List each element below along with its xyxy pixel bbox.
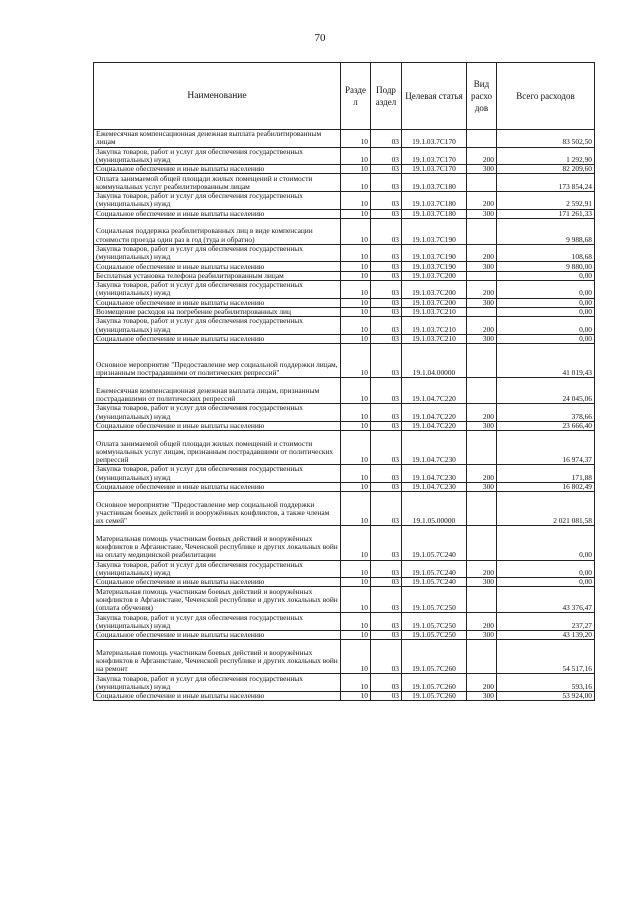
table-row — [94, 482, 595, 491]
cell-expense-type — [467, 640, 497, 674]
cell-total: 0,00 — [497, 307, 595, 316]
cell-expense-type: 300 — [467, 482, 497, 491]
header-section: Разде л — [341, 63, 371, 130]
cell-total: 2 592,91 — [497, 192, 595, 210]
cell-expense-type: 300 — [467, 334, 497, 343]
cell-section: 10 — [341, 560, 371, 578]
cell-expense-type: 300 — [467, 165, 497, 174]
cell-total: 23 666,40 — [497, 421, 595, 430]
cell-total: 53 924,00 — [497, 692, 595, 701]
cell-article: 19.1.04.7С220 — [402, 421, 467, 430]
cell-subsection: 03 — [371, 271, 402, 280]
cell-section: 10 — [341, 307, 371, 316]
cell-article: 19.1.05.7С240 — [402, 560, 467, 578]
cell-name: Закупка товаров, работ и услуг для обеспечения государственных (муниципальных) нужд — [94, 281, 341, 299]
cell-total: 1 292,90 — [497, 147, 595, 165]
cell-article: 19.1.03.7С210 — [402, 307, 467, 316]
cell-article: 19.1.04.00000 — [402, 344, 467, 378]
cell-article: 19.1.05.7С260 — [402, 674, 467, 692]
table-row — [94, 209, 595, 218]
cell-section: 10 — [341, 640, 371, 674]
cell-subsection: 03 — [371, 692, 402, 701]
cell-section: 10 — [341, 404, 371, 422]
cell-article: 19.1.05.7С250 — [402, 613, 467, 631]
cell-section: 10 — [341, 465, 371, 483]
cell-section: 10 — [341, 334, 371, 343]
table-row — [94, 630, 595, 639]
cell-name: Закупка товаров, работ и услуг для обеспечения государственных (муниципальных) нужд — [94, 244, 341, 262]
table-row — [94, 307, 595, 316]
cell-expense-type: 300 — [467, 262, 497, 271]
cell-total: 0,00 — [497, 281, 595, 299]
cell-total: 9 880,00 — [497, 262, 595, 271]
cell-article: 19.1.03.7С200 — [402, 298, 467, 307]
cell-subsection: 03 — [371, 334, 402, 343]
cell-total: 108,68 — [497, 244, 595, 262]
header-subsection: Подр аздел — [371, 63, 402, 130]
cell-section: 10 — [341, 244, 371, 262]
table-row — [94, 560, 595, 578]
table-row — [94, 174, 595, 192]
cell-article: 19.1.03.7С170 — [402, 130, 467, 148]
header-name: Наименование — [94, 63, 341, 130]
cell-subsection: 03 — [371, 465, 402, 483]
page-number: 70 — [314, 32, 326, 44]
cell-expense-type — [467, 174, 497, 192]
table-row — [94, 298, 595, 307]
cell-section: 10 — [341, 192, 371, 210]
cell-name: Основное мероприятие "Предоставление мер социальной поддержки лицам, признанным пострадавшими от политических репрессий" — [94, 344, 341, 378]
cell-article: 19.1.03.7С170 — [402, 147, 467, 165]
cell-article: 19.1.03.7С210 — [402, 317, 467, 335]
cell-subsection: 03 — [371, 587, 402, 613]
cell-expense-type — [467, 218, 497, 244]
cell-name: Возмещение расходов на погребение реабилитированных лиц — [94, 307, 341, 316]
cell-section: 10 — [341, 298, 371, 307]
cell-total: 54 517,16 — [497, 640, 595, 674]
cell-section: 10 — [341, 218, 371, 244]
cell-expense-type: 200 — [467, 317, 497, 335]
cell-article: 19.1.03.7С180 — [402, 209, 467, 218]
cell-expense-type: 200 — [467, 613, 497, 631]
cell-total: 9 988,68 — [497, 218, 595, 244]
cell-name: Закупка товаров, работ и услуг для обеспечения государственных (муниципальных) нужд — [94, 317, 341, 335]
cell-article: 19.1.05.7С260 — [402, 692, 467, 701]
cell-subsection: 03 — [371, 482, 402, 491]
cell-section: 10 — [341, 578, 371, 587]
cell-article: 19.1.03.7С170 — [402, 165, 467, 174]
cell-total: 16 802,49 — [497, 482, 595, 491]
cell-section: 10 — [341, 281, 371, 299]
cell-name: Социальное обеспечение и иные выплаты населению — [94, 209, 341, 218]
cell-article: 19.1.04.7С220 — [402, 378, 467, 404]
table-row — [94, 334, 595, 343]
cell-expense-type: 200 — [467, 560, 497, 578]
table-row — [94, 674, 595, 692]
cell-name: Закупка товаров, работ и услуг для обеспечения государственных (муниципальных) нужд — [94, 147, 341, 165]
cell-subsection: 03 — [371, 317, 402, 335]
cell-article: 19.1.03.7С190 — [402, 218, 467, 244]
cell-article: 19.1.05.7С240 — [402, 526, 467, 560]
cell-subsection: 03 — [371, 378, 402, 404]
table-row — [94, 587, 595, 613]
cell-subsection: 03 — [371, 492, 402, 526]
cell-expense-type: 300 — [467, 692, 497, 701]
cell-name: Материальная помощь участникам боевых действий и вооружённых конфликтов в Афганистане, Чеченской республике и других локальных войн (оплата обучения) — [94, 587, 341, 613]
cell-name: Материальная помощь участникам боевых действий и вооружённых конфликтов в Афганистане, Чеченской республике и других локальных войн на оплату медицинской реабилитации — [94, 526, 341, 560]
cell-total: 0,00 — [497, 317, 595, 335]
table-row — [94, 465, 595, 483]
header-article: Целевая статья — [402, 63, 467, 130]
cell-expense-type: 300 — [467, 421, 497, 430]
cell-section: 10 — [341, 630, 371, 639]
cell-section: 10 — [341, 492, 371, 526]
cell-section: 10 — [341, 378, 371, 404]
cell-name: Ежемесячная компенсационная денежная выплата реабилитированным лицам — [94, 130, 341, 148]
table-row — [94, 317, 595, 335]
cell-total: 593,16 — [497, 674, 595, 692]
cell-name: Оплата занимаемой общей площади жилых помещений и стоимости коммунальных услуг лицам, признанным пострадавшими от политических репрессий — [94, 431, 341, 465]
cell-article: 19.1.04.7С230 — [402, 431, 467, 465]
cell-article: 19.1.04.7С230 — [402, 465, 467, 483]
cell-section: 10 — [341, 317, 371, 335]
cell-section: 10 — [341, 431, 371, 465]
cell-subsection: 03 — [371, 526, 402, 560]
cell-subsection: 03 — [371, 640, 402, 674]
cell-name: Социальное обеспечение и иные выплаты населению — [94, 298, 341, 307]
cell-section: 10 — [341, 165, 371, 174]
cell-section: 10 — [341, 421, 371, 430]
cell-name: Социальная поддержка реабилитированных лиц в виде компенсации стоимости проезда один раз в год (туда и обратно) — [94, 218, 341, 244]
cell-section: 10 — [341, 526, 371, 560]
cell-article: 19.1.03.7С180 — [402, 174, 467, 192]
cell-subsection: 03 — [371, 209, 402, 218]
cell-total: 43 376,47 — [497, 587, 595, 613]
cell-section: 10 — [341, 674, 371, 692]
cell-subsection: 03 — [371, 298, 402, 307]
cell-name: Социальное обеспечение и иные выплаты населению — [94, 334, 341, 343]
table-row — [94, 147, 595, 165]
cell-subsection: 03 — [371, 130, 402, 148]
cell-expense-type — [467, 492, 497, 526]
cell-subsection: 03 — [371, 404, 402, 422]
header-expense-type: Вид расхо дов — [467, 63, 497, 130]
cell-section: 10 — [341, 271, 371, 280]
table-row — [94, 281, 595, 299]
table-row — [94, 244, 595, 262]
cell-total: 171 261,33 — [497, 209, 595, 218]
cell-name: Закупка товаров, работ и услуг для обеспечения государственных (муниципальных) нужд — [94, 404, 341, 422]
cell-subsection: 03 — [371, 674, 402, 692]
cell-subsection: 03 — [371, 431, 402, 465]
cell-article: 19.1.05.00000 — [402, 492, 467, 526]
cell-expense-type: 200 — [467, 674, 497, 692]
table-row — [94, 404, 595, 422]
cell-total: 82 209,60 — [497, 165, 595, 174]
table-row — [94, 492, 595, 526]
table-row — [94, 378, 595, 404]
cell-subsection: 03 — [371, 344, 402, 378]
cell-article: 19.1.03.7С190 — [402, 244, 467, 262]
cell-name: Социальное обеспечение и иные выплаты населению — [94, 165, 341, 174]
cell-total: 0,00 — [497, 271, 595, 280]
cell-expense-type: 200 — [467, 192, 497, 210]
table-row — [94, 344, 595, 378]
cell-article: 19.1.03.7С210 — [402, 334, 467, 343]
table-row — [94, 421, 595, 430]
cell-article: 19.1.05.7С240 — [402, 578, 467, 587]
cell-expense-type: 300 — [467, 578, 497, 587]
table-row — [94, 526, 595, 560]
cell-section: 10 — [341, 130, 371, 148]
table-body — [94, 130, 595, 701]
cell-expense-type — [467, 307, 497, 316]
cell-subsection: 03 — [371, 281, 402, 299]
cell-expense-type: 200 — [467, 465, 497, 483]
cell-article: 19.1.04.7С220 — [402, 404, 467, 422]
cell-subsection: 03 — [371, 174, 402, 192]
cell-subsection: 03 — [371, 560, 402, 578]
table-row — [94, 262, 595, 271]
cell-article: 19.1.04.7С230 — [402, 482, 467, 491]
cell-subsection: 03 — [371, 613, 402, 631]
cell-total: 0,00 — [497, 526, 595, 560]
cell-subsection: 03 — [371, 421, 402, 430]
cell-subsection: 03 — [371, 578, 402, 587]
table-row — [94, 218, 595, 244]
cell-subsection: 03 — [371, 218, 402, 244]
cell-total: 173 854,24 — [497, 174, 595, 192]
cell-name: Социальное обеспечение и иные выплаты населению — [94, 630, 341, 639]
cell-article: 19.1.05.7С250 — [402, 587, 467, 613]
cell-name: Закупка товаров, работ и услуг для обеспечения государственных (муниципальных) нужд — [94, 465, 341, 483]
cell-name: Закупка товаров, работ и услуг для обеспечения государственных (муниципальных) нужд — [94, 192, 341, 210]
cell-name: Социальное обеспечение и иные выплаты населению — [94, 578, 341, 587]
cell-name: Социальное обеспечение и иные выплаты населению — [94, 262, 341, 271]
cell-subsection: 03 — [371, 630, 402, 639]
cell-name: Оплата занимаемой общей площади жилых помещений и стоимости коммунальных услуг реабилитированным лицам — [94, 174, 341, 192]
cell-section: 10 — [341, 147, 371, 165]
cell-total: 0,00 — [497, 334, 595, 343]
cell-expense-type — [467, 130, 497, 148]
cell-total: 83 502,50 — [497, 130, 595, 148]
cell-expense-type: 300 — [467, 630, 497, 639]
cell-subsection: 03 — [371, 244, 402, 262]
cell-name: Ежемесячная компенсационная денежная выплата лицам, признанным пострадавшими от политических репрессий — [94, 378, 341, 404]
cell-total: 237,27 — [497, 613, 595, 631]
table-row — [94, 271, 595, 280]
cell-total: 16 974,37 — [497, 431, 595, 465]
cell-total: 24 045,06 — [497, 378, 595, 404]
cell-total: 171,88 — [497, 465, 595, 483]
cell-section: 10 — [341, 692, 371, 701]
budget-table — [93, 62, 595, 701]
cell-name: Социальное обеспечение и иные выплаты населению — [94, 482, 341, 491]
table-row — [94, 640, 595, 674]
cell-article: 19.1.03.7С190 — [402, 262, 467, 271]
cell-total: 2 021 081,58 — [497, 492, 595, 526]
cell-total: 0,00 — [497, 560, 595, 578]
cell-article: 19.1.03.7С200 — [402, 271, 467, 280]
cell-subsection: 03 — [371, 262, 402, 271]
table-row — [94, 130, 595, 148]
cell-section: 10 — [341, 613, 371, 631]
cell-expense-type: 300 — [467, 298, 497, 307]
cell-total: 41 019,43 — [497, 344, 595, 378]
cell-name: Материальная помощь участникам боевых действий и вооружённых конфликтов в Афганистане, Чеченской республике и других локальных войн на ремонт — [94, 640, 341, 674]
cell-expense-type: 200 — [467, 147, 497, 165]
cell-total: 0,00 — [497, 578, 595, 587]
cell-subsection: 03 — [371, 165, 402, 174]
cell-expense-type: 300 — [467, 209, 497, 218]
cell-section: 10 — [341, 262, 371, 271]
cell-expense-type — [467, 271, 497, 280]
cell-section: 10 — [341, 482, 371, 491]
cell-total: 0,00 — [497, 298, 595, 307]
cell-expense-type: 200 — [467, 244, 497, 262]
table-row — [94, 431, 595, 465]
table-header-row — [94, 63, 595, 130]
header-total: Всего расходов — [497, 63, 595, 130]
cell-name: Закупка товаров, работ и услуг для обеспечения государственных (муниципальных) нужд — [94, 613, 341, 631]
cell-name: Основное мероприятие "Предоставление мер социальной поддержки участникам боевых действий и вооружённых конфликтов, а также членам их семей" — [94, 492, 341, 526]
cell-expense-type — [467, 431, 497, 465]
cell-name: Социальное обеспечение и иные выплаты населению — [94, 692, 341, 701]
cell-expense-type — [467, 378, 497, 404]
cell-article: 19.1.05.7С260 — [402, 640, 467, 674]
cell-total: 378,66 — [497, 404, 595, 422]
cell-article: 19.1.05.7С250 — [402, 630, 467, 639]
cell-expense-type — [467, 344, 497, 378]
table-row — [94, 613, 595, 631]
cell-subsection: 03 — [371, 147, 402, 165]
cell-section: 10 — [341, 209, 371, 218]
table-row — [94, 165, 595, 174]
cell-name: Социальное обеспечение и иные выплаты населению — [94, 421, 341, 430]
cell-expense-type: 200 — [467, 281, 497, 299]
cell-article: 19.1.03.7С200 — [402, 281, 467, 299]
cell-section: 10 — [341, 174, 371, 192]
cell-name: Закупка товаров, работ и услуг для обеспечения государственных (муниципальных) нужд — [94, 674, 341, 692]
cell-expense-type: 200 — [467, 404, 497, 422]
cell-section: 10 — [341, 587, 371, 613]
table-row — [94, 692, 595, 701]
table-row — [94, 192, 595, 210]
cell-expense-type — [467, 587, 497, 613]
table-row — [94, 578, 595, 587]
cell-subsection: 03 — [371, 307, 402, 316]
cell-section: 10 — [341, 344, 371, 378]
cell-name: Бесплатная установка телефона реабилитированным лицам — [94, 271, 341, 280]
cell-subsection: 03 — [371, 192, 402, 210]
cell-total: 43 139,20 — [497, 630, 595, 639]
cell-article: 19.1.03.7С180 — [402, 192, 467, 210]
cell-name: Закупка товаров, работ и услуг для обеспечения государственных (муниципальных) нужд — [94, 560, 341, 578]
cell-expense-type — [467, 526, 497, 560]
